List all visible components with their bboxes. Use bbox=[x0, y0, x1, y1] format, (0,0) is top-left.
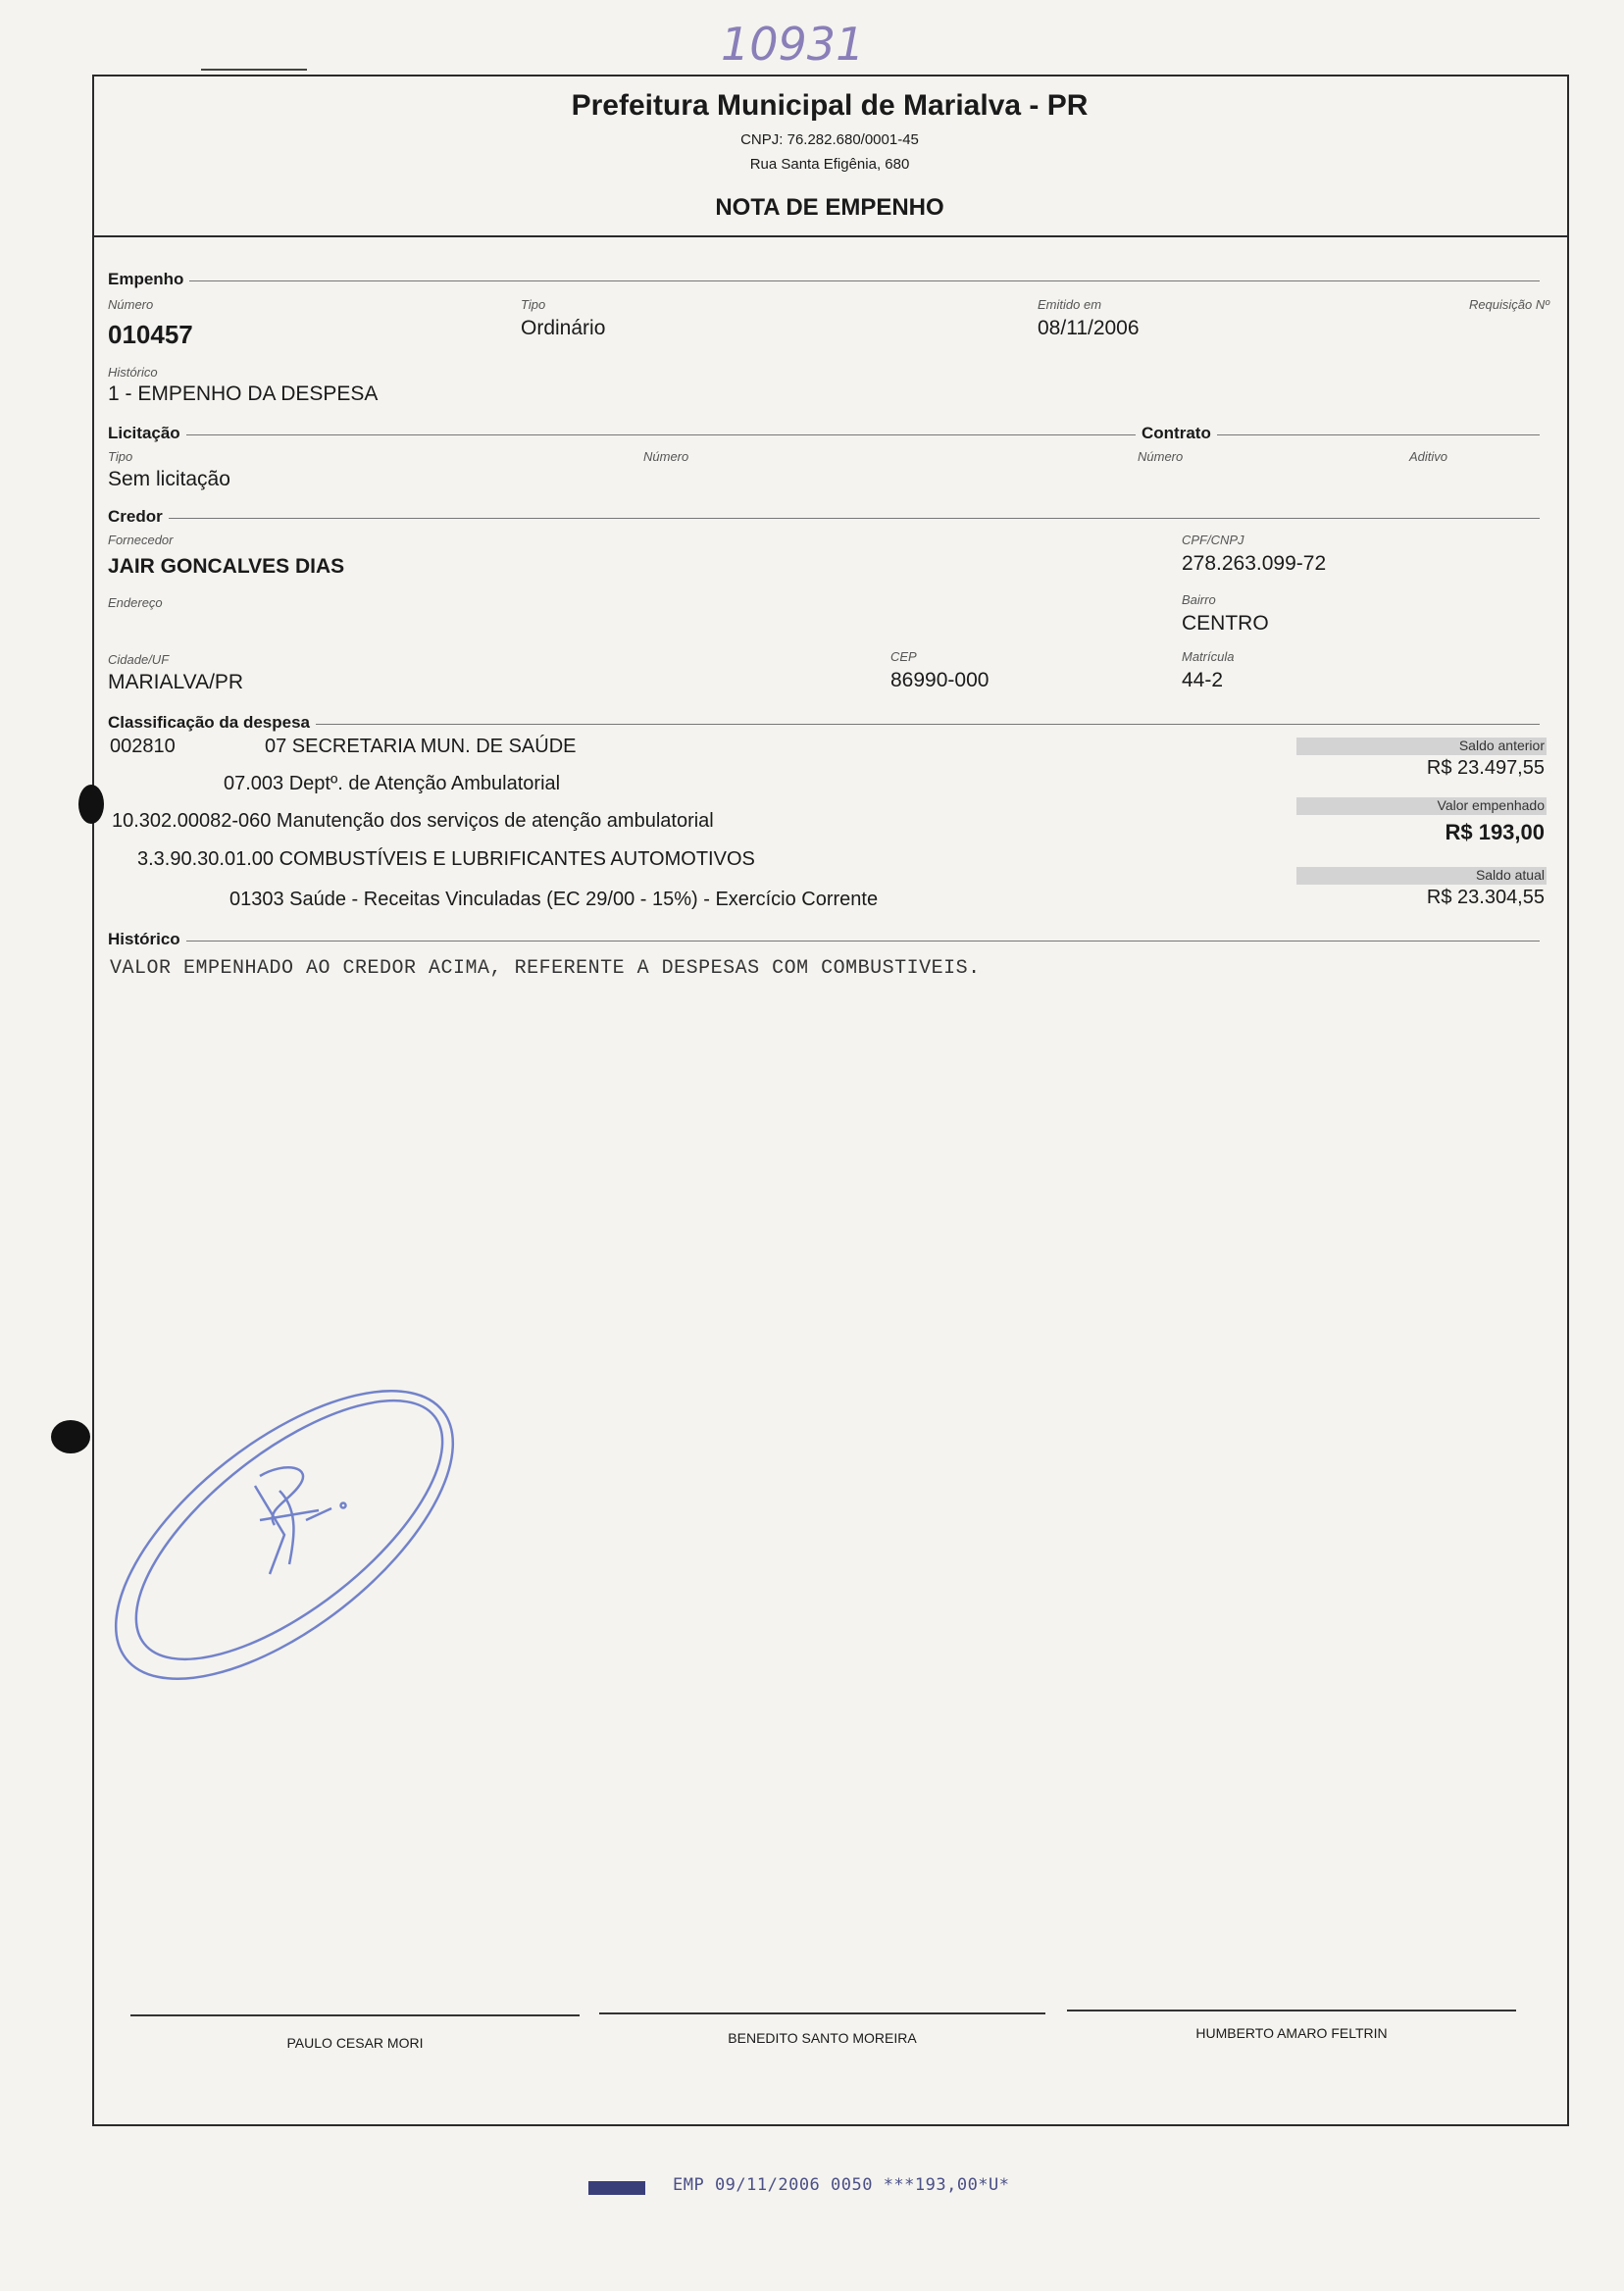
cep-value: 86990-000 bbox=[890, 669, 990, 691]
signature-line-1 bbox=[130, 2014, 580, 2016]
address-text: Rua Santa Efigênia, 680 bbox=[749, 156, 910, 173]
header-divider bbox=[92, 235, 1567, 237]
cidade-label: Cidade/UF bbox=[108, 652, 170, 667]
handwritten-number: 10931 bbox=[721, 18, 865, 71]
classificacao-departamento: 07.003 Deptº. de Atenção Ambulatorial bbox=[224, 773, 561, 794]
footer-stamp: EMP 09/11/2006 0050 ***193,00*U* bbox=[673, 2175, 1010, 2195]
footer-logo-mark bbox=[588, 2181, 645, 2195]
classificacao-acao: 10.302.00082-060 Manutenção dos serviços de atenção ambulatorial bbox=[112, 810, 714, 832]
signature-line-2 bbox=[599, 2012, 1045, 2014]
historico-label: Histórico bbox=[108, 365, 158, 380]
classificacao-secretaria: 07 SECRETARIA MUN. DE SAÚDE bbox=[265, 736, 577, 757]
fornecedor-label: Fornecedor bbox=[108, 533, 174, 547]
cnpj-text: CNPJ: 76.282.680/0001-45 bbox=[740, 131, 919, 148]
tipo-value: Ordinário bbox=[521, 317, 606, 339]
empenho-section-title: Empenho bbox=[108, 270, 189, 289]
document-title: NOTA DE EMPENHO bbox=[715, 194, 944, 221]
empenho-number: 010457 bbox=[108, 320, 193, 349]
emitido-value: 08/11/2006 bbox=[1038, 317, 1140, 339]
historico-section-title: Histórico bbox=[108, 930, 186, 949]
cpf-label: CPF/CNPJ bbox=[1182, 533, 1244, 547]
signature-name-2: BENEDITO SANTO MOREIRA bbox=[728, 2030, 917, 2046]
valor-empenhado-label: Valor empenhado bbox=[1437, 797, 1545, 813]
punch-hole-top bbox=[78, 785, 104, 824]
emitido-label: Emitido em bbox=[1038, 297, 1102, 312]
saldo-atual-label: Saldo atual bbox=[1475, 867, 1545, 883]
contrato-numero-label: Número bbox=[1138, 449, 1184, 464]
credor-section-title: Credor bbox=[108, 507, 169, 527]
licitacao-tipo-value: Sem licitação bbox=[108, 468, 230, 490]
requisicao-label: Requisição Nº bbox=[1468, 297, 1549, 312]
classificacao-code: 002810 bbox=[110, 736, 176, 757]
credor-rule bbox=[110, 518, 1540, 519]
municipality-title: Prefeitura Municipal de Marialva - PR bbox=[571, 89, 1089, 122]
endereco-label: Endereço bbox=[108, 595, 163, 610]
historico-rule bbox=[110, 941, 1540, 942]
matricula-label: Matrícula bbox=[1182, 649, 1235, 664]
classificacao-section-title: Classificação da despesa bbox=[108, 713, 316, 733]
matricula-value: 44-2 bbox=[1182, 669, 1224, 691]
bairro-value: CENTRO bbox=[1182, 612, 1269, 635]
signature-stamp bbox=[88, 1363, 481, 1706]
classificacao-elemento: 3.3.90.30.01.00 COMBUSTÍVEIS E LUBRIFICANTES AUTOMOTIVOS bbox=[137, 848, 755, 870]
valor-empenhado-value: R$ 193,00 bbox=[1445, 820, 1545, 844]
historico-text: VALOR EMPENHADO AO CREDOR ACIMA, REFERENTE A DESPESAS COM COMBUSTIVEIS. bbox=[110, 957, 981, 980]
cpf-value: 278.263.099-72 bbox=[1182, 552, 1327, 575]
saldo-atual-value: R$ 23.304,55 bbox=[1426, 887, 1545, 908]
signature-line-3 bbox=[1067, 2010, 1516, 2011]
classificacao-fonte: 01303 Saúde - Receitas Vinculadas (EC 29/00 - 15%) - Exercício Corrente bbox=[229, 889, 879, 910]
signature-name-3: HUMBERTO AMARO FELTRIN bbox=[1195, 2025, 1388, 2041]
contrato-section-title: Contrato bbox=[1136, 424, 1217, 443]
fornecedor-value: JAIR GONCALVES DIAS bbox=[108, 555, 345, 578]
signature-name-1: PAULO CESAR MORI bbox=[286, 2035, 424, 2051]
licitacao-tipo-label: Tipo bbox=[108, 449, 133, 464]
licitacao-section-title: Licitação bbox=[108, 424, 186, 443]
empenho-rule bbox=[110, 280, 1540, 281]
cep-label: CEP bbox=[890, 649, 917, 664]
top-mark bbox=[201, 69, 307, 71]
numero-label: Número bbox=[108, 297, 154, 312]
licitacao-rule bbox=[110, 434, 1540, 435]
contrato-aditivo-label: Aditivo bbox=[1409, 449, 1448, 464]
bairro-label: Bairro bbox=[1182, 592, 1216, 607]
punch-hole-bottom bbox=[51, 1420, 90, 1453]
cidade-value: MARIALVA/PR bbox=[108, 671, 244, 693]
classificacao-rule bbox=[110, 724, 1540, 725]
licitacao-numero-label: Número bbox=[643, 449, 689, 464]
saldo-anterior-label: Saldo anterior bbox=[1458, 738, 1545, 753]
tipo-label: Tipo bbox=[521, 297, 546, 312]
historico-value: 1 - EMPENHO DA DESPESA bbox=[108, 382, 379, 405]
saldo-anterior-value: R$ 23.497,55 bbox=[1426, 757, 1545, 779]
